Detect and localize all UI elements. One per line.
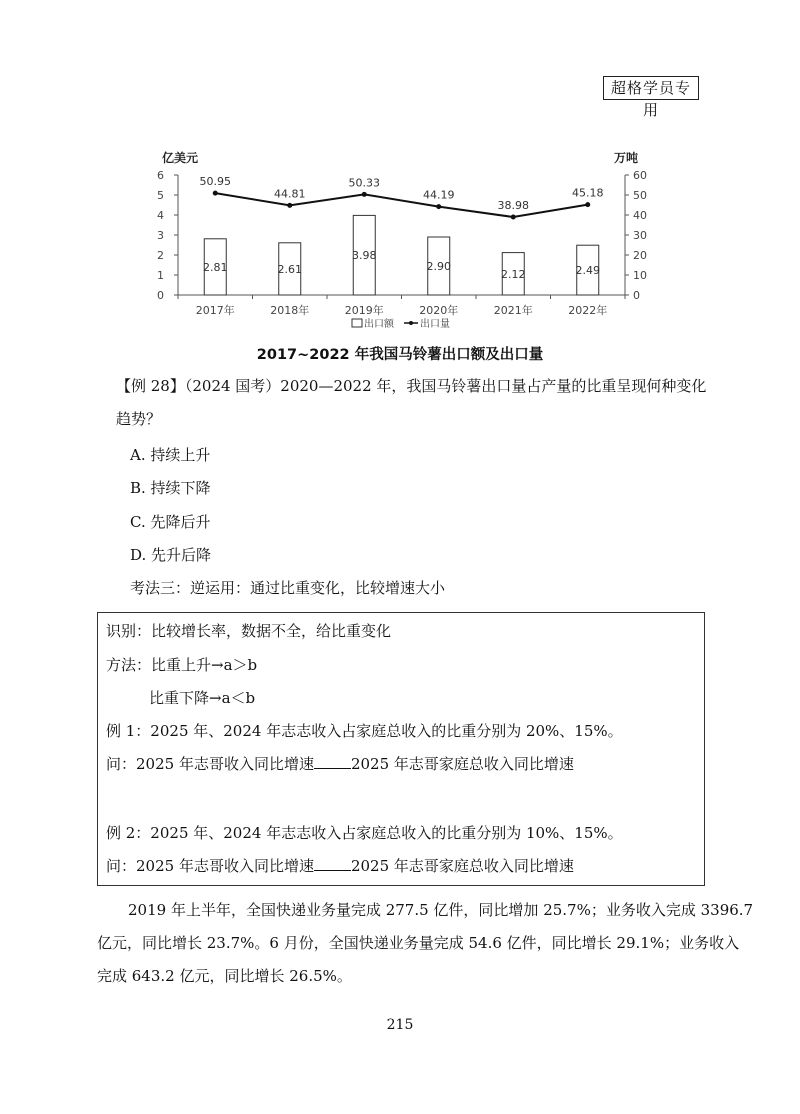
right-tick-label: 0 xyxy=(633,289,640,302)
bar-data-label: 2.49 xyxy=(575,264,600,278)
right-tick-label: 10 xyxy=(633,269,647,282)
paragraph-line-1: 2019 年上半年，全国快递业务量完成 277.5 亿件，同比增加 25.7%；业务收入完成 3396.7 xyxy=(128,901,754,919)
x-tick-label: 2021年 xyxy=(493,304,533,317)
member-only-badge: 超格学员专用 xyxy=(603,76,699,100)
answer-blank-2 xyxy=(314,856,351,871)
box-question-2 xyxy=(106,855,574,876)
legend-line-marker xyxy=(409,321,413,325)
option-d: D. 先升后降 xyxy=(130,546,212,564)
line-point xyxy=(436,204,441,209)
box-question-1-b: 2025 年志哥家庭总收入同比增速 xyxy=(350,755,574,773)
line-export-volume xyxy=(215,193,588,217)
line-point xyxy=(362,192,367,197)
left-tick-label: 6 xyxy=(157,169,164,182)
option-c: C. 先降后升 xyxy=(130,513,211,531)
bar-data-label: 2.90 xyxy=(426,260,451,273)
option-a: A. 持续上升 xyxy=(130,446,211,464)
line-data-label: 50.95 xyxy=(199,175,231,189)
bar-data-label: 3.98 xyxy=(352,249,377,263)
question-line-2: 趋势？ xyxy=(116,410,162,428)
method-title: 考法三：逆运用：通过比重变化，比较增速大小 xyxy=(130,579,446,597)
x-tick-label: 2020年 xyxy=(419,304,459,317)
x-tick-label: 2017年 xyxy=(195,304,235,317)
box-question-2-b: 2025 年志哥家庭总收入同比增速 xyxy=(350,857,574,875)
x-tick-label: 2022年 xyxy=(568,304,608,317)
line-data-label: 44.19 xyxy=(423,188,455,202)
right-tick-label: 20 xyxy=(633,249,647,262)
line-data-label: 50.33 xyxy=(348,176,380,190)
box-line-method-2: 比重下降→a＜b xyxy=(149,689,256,707)
legend-bar-swatch xyxy=(352,319,362,327)
left-tick-label: 2 xyxy=(157,249,164,262)
right-tick-label: 60 xyxy=(633,169,647,182)
left-tick-label: 1 xyxy=(157,269,164,282)
left-axis-title: 亿美元 xyxy=(162,151,199,165)
box-question-1 xyxy=(106,753,574,774)
left-tick-label: 3 xyxy=(157,229,164,242)
right-axis-title: 万吨 xyxy=(614,151,639,165)
bar-data-label: 2.81 xyxy=(203,260,228,274)
box-line-identify: 识别：比较增长率，数据不全，给比重变化 xyxy=(106,622,392,640)
right-tick-label: 30 xyxy=(633,229,647,242)
right-tick-label: 50 xyxy=(633,189,647,202)
line-point xyxy=(287,203,292,208)
x-tick-label: 2018年 xyxy=(270,304,310,317)
box-example-2: 例 2：2025 年、2024 年志志收入占家庭总收入的比重分别为 10%、15%。 xyxy=(106,824,623,842)
line-point xyxy=(511,215,516,220)
left-tick-label: 5 xyxy=(157,189,164,202)
paragraph-line-3: 完成 643.2 亿元，同比增长 26.5%。 xyxy=(97,967,352,985)
option-b: B. 持续下降 xyxy=(130,479,211,497)
tip-box xyxy=(97,612,705,886)
question-line-1: 【例 28】（2024 国考）2020—2022 年，我国马铃薯出口量占产量的比重呈现何种变化 xyxy=(116,377,707,395)
legend-bar-label: 出口额 xyxy=(364,319,394,330)
left-tick-label: 0 xyxy=(157,289,164,302)
export-chart xyxy=(140,140,650,340)
page-number: 215 xyxy=(386,1017,414,1033)
line-data-label: 38.98 xyxy=(497,199,529,213)
line-data-label: 44.81 xyxy=(274,187,306,201)
right-tick-label: 40 xyxy=(633,209,647,222)
x-tick-label: 2019年 xyxy=(344,304,384,317)
bar-data-label: 2.61 xyxy=(277,262,302,276)
bar-data-label: 2.12 xyxy=(501,267,526,281)
paragraph-line-2: 亿元，同比增长 23.7%。6 月份，全国快递业务量完成 54.6 亿件，同比增长 29.1%；业务收入 xyxy=(97,934,740,952)
answer-blank-1 xyxy=(314,754,351,769)
line-point xyxy=(213,191,218,196)
box-example-1: 例 1：2025 年、2024 年志志收入占家庭总收入的比重分别为 20%、15%。 xyxy=(106,722,623,740)
chart-title: 2017~2022 年我国马铃薯出口额及出口量 xyxy=(256,347,544,363)
left-tick-label: 4 xyxy=(157,209,164,222)
box-question-2-a: 问：2025 年志哥收入同比增速 xyxy=(106,857,314,875)
box-line-method: 方法：比重上升→a＞b xyxy=(106,656,258,674)
box-question-1-a: 问：2025 年志哥收入同比增速 xyxy=(106,755,314,773)
line-point xyxy=(585,202,590,207)
legend-line-label: 出口量 xyxy=(420,319,450,330)
line-data-label: 45.18 xyxy=(572,186,604,200)
